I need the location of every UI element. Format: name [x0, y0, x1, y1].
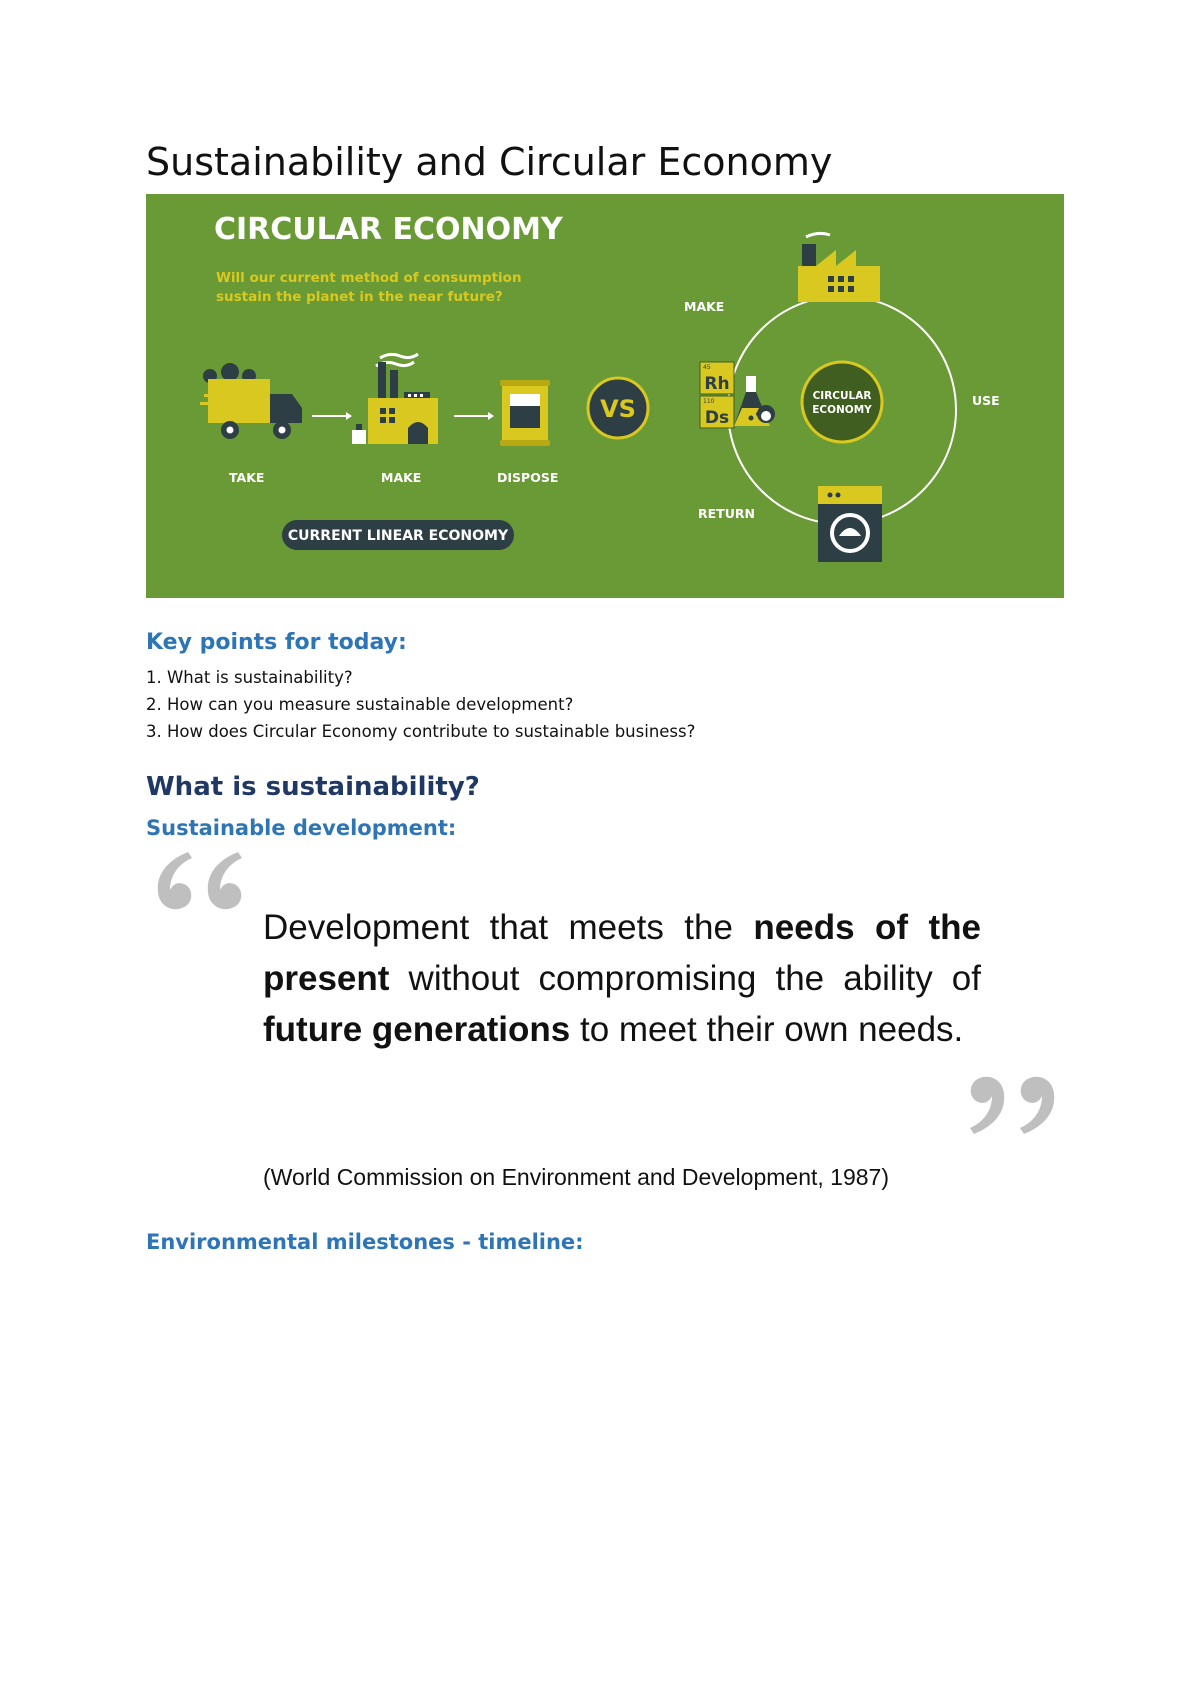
- svg-text:45: 45: [703, 364, 711, 371]
- page-title: Sustainability and Circular Economy: [146, 140, 833, 184]
- list-item: 2. How can you measure sustainable development?: [146, 695, 574, 714]
- linear-dispose-label: DISPOSE: [497, 470, 559, 485]
- vs-label: VS: [600, 395, 636, 423]
- sustainable-development-heading: Sustainable development:: [146, 816, 457, 840]
- circular-use-label: USE: [972, 393, 1000, 408]
- infographic-question-1: Will our current method of consumption: [216, 270, 522, 286]
- linear-make-label: MAKE: [381, 470, 422, 485]
- key-points-list: [146, 664, 695, 745]
- circular-return-label: RETURN: [698, 506, 755, 521]
- circular-center-badge: [802, 362, 882, 442]
- infographic-question-2: sustain the planet in the near future?: [216, 289, 503, 305]
- circular-center-label-2: ECONOMY: [812, 404, 872, 416]
- svg-text:Ds: Ds: [704, 408, 730, 428]
- list-item: 1. What is sustainability?: [146, 668, 353, 687]
- quote-text: Development that meets the needs of the present without compromising the ability of future generations to meet their own needs.: [263, 908, 981, 1049]
- svg-text:Rh: Rh: [704, 374, 730, 394]
- what-is-sustainability-heading: What is sustainability?: [146, 772, 480, 802]
- list-item: 3. How does Circular Economy contribute to sustainable business?: [146, 722, 696, 741]
- linear-take-label: TAKE: [229, 470, 265, 485]
- open-quote-icon: [150, 846, 250, 916]
- circular-make-label: MAKE: [684, 299, 725, 314]
- circular-economy-infographic: [146, 194, 1064, 598]
- barrel-icon: [500, 380, 550, 446]
- quote-emphasis: needs of the present: [263, 908, 981, 998]
- linear-economy-label: CURRENT LINEAR ECONOMY: [287, 528, 509, 544]
- quote-emphasis: future generations: [263, 1010, 571, 1049]
- infographic-heading: CIRCULAR ECONOMY: [214, 212, 563, 247]
- close-quote-icon: [962, 1070, 1062, 1140]
- svg-text:110: 110: [703, 398, 715, 405]
- key-points-heading: Key points for today:: [146, 630, 407, 655]
- quote-source: (World Commission on Environment and Development, 1987): [263, 1164, 889, 1190]
- washing-machine-icon: [818, 486, 882, 562]
- circular-center-label-1: CIRCULAR: [812, 390, 872, 402]
- environmental-milestones-heading: Environmental milestones - timeline:: [146, 1230, 584, 1254]
